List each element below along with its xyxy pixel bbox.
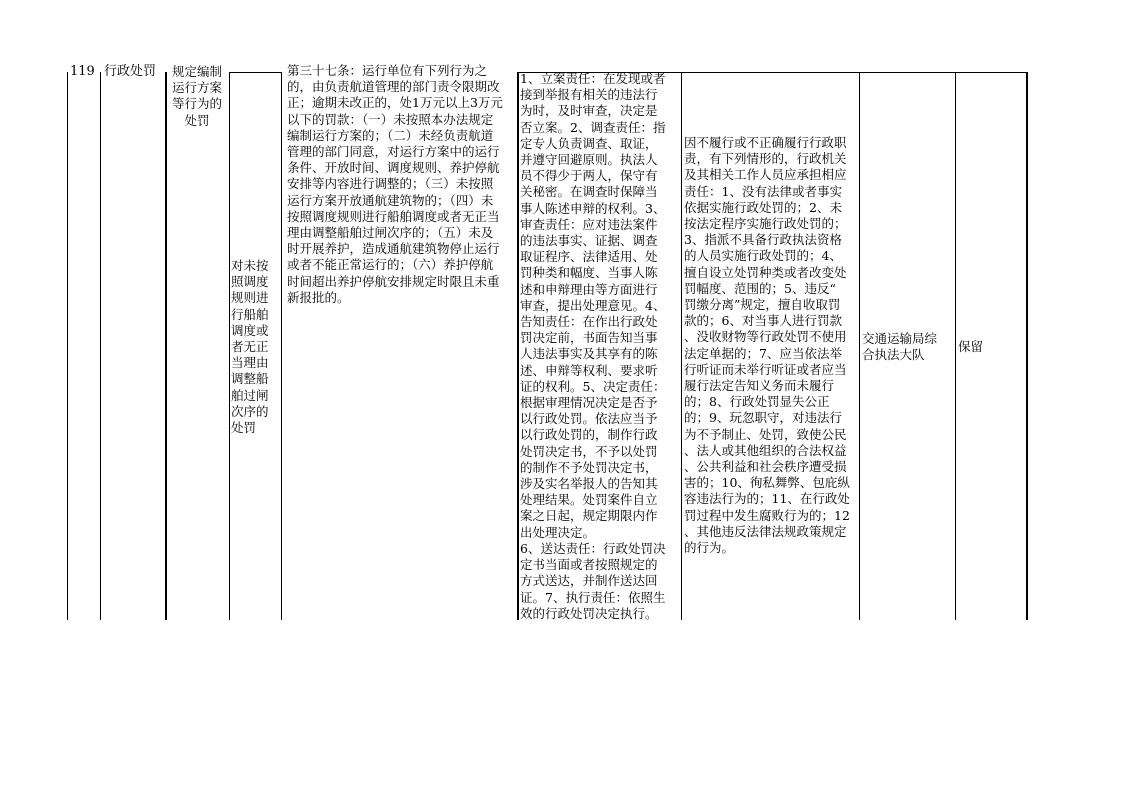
column-divider	[681, 72, 682, 620]
item-name-cell	[166, 64, 229, 620]
number-cell	[68, 64, 100, 620]
category-text: 行政处罚	[104, 64, 157, 79]
legal-basis-cell	[282, 63, 517, 620]
column-divider	[229, 72, 230, 620]
column-divider	[955, 72, 956, 620]
legal-basis-text: 第三十七条：运行单位有下列行为之 的，由负责航道管理的部门责令限期改 正；逾期未改正的，处1万元以上3万元 以下的罚款：（一）未按照本办法规定 编制运行方案的；（二）未经负责航道 管理的部门同意，对运行方案中的运行 条件、开放时间、调度规则、养护停航 安排等内容进行调整的；（三）未按照 运行方案开放通航建筑物的；（四）未 按照调度规则进行船舶调度或者无正当 理由调整船舶过闸次序的；（五）未及 时开展养护，造成通航建筑物停止运行 或者不能正常运行的；（六）养护停航 时间超出养护停航安排规定时限且未重 新报批的。	[287, 63, 503, 305]
status-text: 保留	[958, 339, 984, 354]
row-number: 119	[70, 64, 95, 79]
item-name-text: 规定编制 运行方案 等行为的 处罚	[171, 64, 222, 128]
duties-text: 1、立案责任：在发现或者 接到举报有相关的违法行 为时，及时审查，决定是 否立案。2、调查责任：指 定专人负责调查、取证， 并遵守回避原则。执法人 员不得少于两人，保守有 关秘密。在调查时保障当 事人陈述申辩的权利。3、 审查责任：应对违法案件 的违法事实、证据、调查 取证程序、法律适用、处 罚种类和幅度、当事人陈 述和申辩理由等方面进行 审查，提出处理意见。4、 告知责任：在作出行政处 罚决定前，书面告知当事 人违法事实及其享有的陈 述、申辩等权利、要求听 证的权利。5、决定责任： 根据审理情况决定是否予 以行政处罚。依法应当予 以行政处罚的，制作行政 处罚决定书，不予以处罚 的制作不予处罚决定书， 涉及实名举报人的告知其 处理结果。处罚案件自立 案之日起，规定期限内作 出处理决定。 6、送达责任：行政处罚决 定书当面或者按照规定的 方式送达，并制作送达回 证。7、执行责任：依照生 效的行政处罚决定执行。	[520, 71, 666, 621]
category-cell	[101, 64, 164, 620]
table-border-right	[1026, 72, 1028, 620]
sub-item-text: 对未按 照调度 规则进 行船舶 调度或 者无正 当理由 调整船 舶过闸 次序的 处罚	[231, 258, 269, 436]
duties-cell	[518, 72, 681, 620]
liability-text: 因不履行或不正确履行行政职 责，有下列情形的，行政机关 及其相关工作人员应承担相应 责任：1、没有法律或者事实 依据实施行政处罚的；2、未 按法定程序实施行政处罚的； 3、指派不具备行政执法资格 的人员实施行政处罚的；4、 擅自设立处罚种类或者改变处 罚幅度、范围的；5、违反“ 罚缴分离”规定，擅自收取罚 款的；6、对当事人进行罚款 、没收财物等行政处罚不使用 法定单据的；7、应当依法举 行听证而未举行听证或者应当 履行法定告知义务而未履行 的；8、行政处罚显失公正 的；9、玩忽职守，对违法行 为不予制止、处罚，致使公民 、法人或其他组织的合法权益 、公共利益和社会秩序遭受损 害的；10、徇私舞弊、包庇纵 容违法行为的；11、在行政处 罚过程中发生腐败行为的；12 、其他违反法律法规政策规定 的行为。	[684, 135, 850, 556]
department-text: 交通运输局综 合执法大队	[862, 331, 938, 363]
row-top-border	[229, 72, 281, 73]
